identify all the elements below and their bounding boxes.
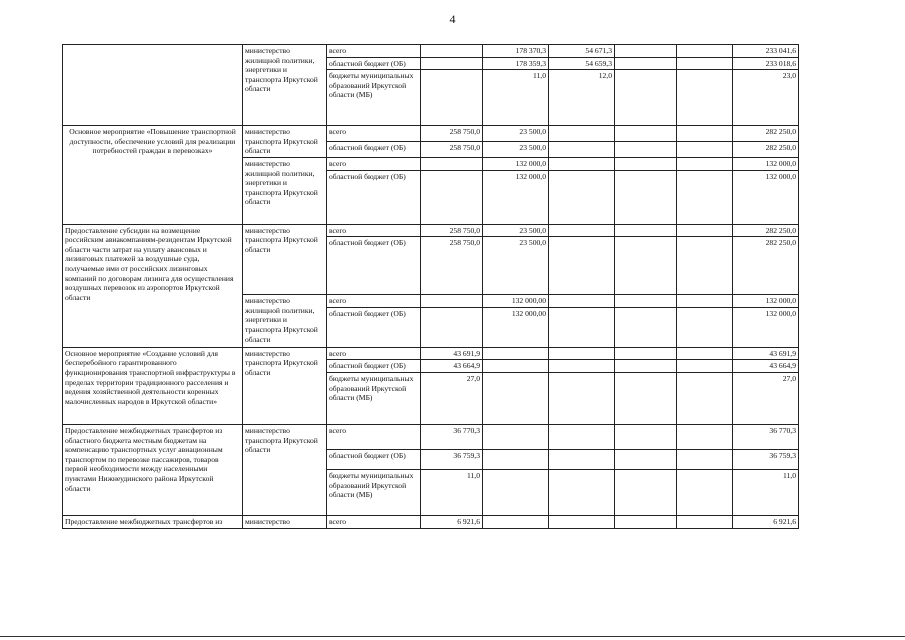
total-value-cell: 282 250,0 xyxy=(733,237,799,295)
amount-cell xyxy=(615,307,677,347)
amount-cell xyxy=(421,57,483,70)
funding-source-cell: всего xyxy=(327,157,421,170)
amount-cell xyxy=(615,469,677,515)
total-value-cell: 132 000,0 xyxy=(733,170,799,224)
funding-source-cell: всего xyxy=(327,126,421,142)
amount-cell: 36 759,3 xyxy=(421,449,483,469)
amount-cell: 132 000,0 xyxy=(483,170,549,224)
total-value-cell: 233 018,6 xyxy=(733,57,799,70)
executor-cell: министерство транспорта Иркутской области xyxy=(243,347,327,424)
activity-cell: Предоставление межбюджетных трансфертов из xyxy=(63,515,243,528)
table-row xyxy=(63,515,799,528)
amount-cell: 11,0 xyxy=(421,469,483,515)
amount-cell xyxy=(677,224,733,237)
executor-cell: министерство транспорта Иркутской области xyxy=(243,424,327,515)
amount-cell xyxy=(615,142,677,158)
amount-cell: 36 770,3 xyxy=(421,424,483,449)
amount-cell xyxy=(615,45,677,58)
total-value-cell: 11,0 xyxy=(733,469,799,515)
amount-cell xyxy=(615,515,677,528)
amount-cell xyxy=(549,424,615,449)
amount-cell xyxy=(549,347,615,360)
funding-source-cell: областной бюджет (ОБ) xyxy=(327,142,421,158)
amount-cell xyxy=(549,469,615,515)
funding-source-cell: всего xyxy=(327,45,421,58)
amount-cell xyxy=(677,45,733,58)
funding-source-cell: всего xyxy=(327,515,421,528)
amount-cell xyxy=(615,157,677,170)
amount-cell xyxy=(549,237,615,295)
amount-cell xyxy=(421,170,483,224)
amount-cell: 54 671,3 xyxy=(549,45,615,58)
total-value-cell: 132 000,0 xyxy=(733,295,799,308)
amount-cell: 178 370,3 xyxy=(483,45,549,58)
total-value-cell: 6 921,6 xyxy=(733,515,799,528)
amount-cell xyxy=(615,126,677,142)
amount-cell xyxy=(549,515,615,528)
table-row xyxy=(63,424,799,449)
amount-cell: 43 691,9 xyxy=(421,347,483,360)
amount-cell xyxy=(483,515,549,528)
activity-cell xyxy=(63,45,243,126)
amount-cell xyxy=(549,142,615,158)
amount-cell xyxy=(483,360,549,373)
amount-cell xyxy=(549,224,615,237)
amount-cell: 132 000,0 xyxy=(483,157,549,170)
funding-source-cell: областной бюджет (ОБ) xyxy=(327,360,421,373)
amount-cell: 54 659,3 xyxy=(549,57,615,70)
funding-source-cell: бюджеты муниципальных образований Иркутской области (МБ) xyxy=(327,469,421,515)
amount-cell: 178 359,3 xyxy=(483,57,549,70)
amount-cell xyxy=(677,170,733,224)
amount-cell: 258 750,0 xyxy=(421,142,483,158)
funding-source-cell: областной бюджет (ОБ) xyxy=(327,449,421,469)
total-value-cell: 43 691,9 xyxy=(733,347,799,360)
amount-cell xyxy=(615,237,677,295)
executor-cell: министерство жилищной политики, энергетики и транспорта Иркутской области xyxy=(243,295,327,348)
total-value-cell: 36 759,3 xyxy=(733,449,799,469)
funding-source-cell: областной бюджет (ОБ) xyxy=(327,57,421,70)
amount-cell xyxy=(677,449,733,469)
amount-cell xyxy=(483,424,549,449)
budget-table xyxy=(62,44,799,529)
amount-cell xyxy=(549,307,615,347)
executor-cell: министерство жилищной политики, энергетики и транспорта Иркутской области xyxy=(243,45,327,126)
funding-source-cell: бюджеты муниципальных образований Иркутской области (МБ) xyxy=(327,70,421,126)
amount-cell xyxy=(615,295,677,308)
amount-cell: 258 750,0 xyxy=(421,126,483,142)
amount-cell xyxy=(483,469,549,515)
amount-cell xyxy=(615,449,677,469)
amount-cell xyxy=(421,295,483,308)
amount-cell xyxy=(615,424,677,449)
activity-cell: Основное мероприятие «Создание условий для бесперебойного гарантированного функционирования транспортной инфраструктуры в пределах территории традиционного расселения и ведения хозяйственной деятельности коренных малочисленных народов в Иркутской области» xyxy=(63,347,243,424)
amount-cell xyxy=(677,360,733,373)
amount-cell xyxy=(677,157,733,170)
amount-cell xyxy=(549,295,615,308)
total-value-cell: 43 664,9 xyxy=(733,360,799,373)
funding-source-cell: всего xyxy=(327,347,421,360)
amount-cell xyxy=(615,70,677,126)
amount-cell xyxy=(677,424,733,449)
table-row xyxy=(63,45,799,58)
amount-cell xyxy=(615,170,677,224)
activity-cell: Предоставление межбюджетных трансфертов из областного бюджета местным бюджетам на компенсацию транспортных услуг авиационным транспортом по перевозке пассажиров, товаров первой необходимости между населенными пунктами Нижнеудинского района Иркутской области xyxy=(63,424,243,515)
executor-cell: министерство транспорта Иркутской области xyxy=(243,224,327,295)
funding-source-cell: областной бюджет (ОБ) xyxy=(327,170,421,224)
amount-cell xyxy=(615,224,677,237)
amount-cell xyxy=(615,57,677,70)
amount-cell: 23 500,0 xyxy=(483,126,549,142)
amount-cell: 23 500,0 xyxy=(483,237,549,295)
amount-cell: 132 000,00 xyxy=(483,307,549,347)
amount-cell xyxy=(677,70,733,126)
table-row xyxy=(63,347,799,360)
amount-cell xyxy=(421,157,483,170)
total-value-cell: 132 000,0 xyxy=(733,157,799,170)
amount-cell xyxy=(549,157,615,170)
page-number: 4 xyxy=(449,12,456,26)
amount-cell xyxy=(421,45,483,58)
amount-cell xyxy=(677,142,733,158)
amount-cell xyxy=(549,449,615,469)
amount-cell xyxy=(615,372,677,424)
total-value-cell: 282 250,0 xyxy=(733,126,799,142)
amount-cell xyxy=(677,372,733,424)
amount-cell xyxy=(549,372,615,424)
amount-cell xyxy=(483,372,549,424)
amount-cell xyxy=(615,347,677,360)
funding-source-cell: областной бюджет (ОБ) xyxy=(327,237,421,295)
amount-cell xyxy=(677,307,733,347)
funding-source-cell: всего xyxy=(327,224,421,237)
amount-cell xyxy=(421,70,483,126)
amount-cell xyxy=(483,449,549,469)
amount-cell: 11,0 xyxy=(483,70,549,126)
amount-cell: 12,0 xyxy=(549,70,615,126)
funding-source-cell: всего xyxy=(327,295,421,308)
amount-cell: 27,0 xyxy=(421,372,483,424)
executor-cell: министерство xyxy=(243,515,327,528)
table-row xyxy=(63,126,799,142)
amount-cell xyxy=(677,57,733,70)
total-value-cell: 27,0 xyxy=(733,372,799,424)
amount-cell: 23 500,0 xyxy=(483,224,549,237)
amount-cell: 43 664,9 xyxy=(421,360,483,373)
activity-cell: Основное мероприятие «Повышение транспортной доступности, обеспечение условий для реализации потребностей граждан в перевозках» xyxy=(63,126,243,224)
amount-cell: 258 750,0 xyxy=(421,237,483,295)
funding-source-cell: всего xyxy=(327,424,421,449)
funding-source-cell: областной бюджет (ОБ) xyxy=(327,307,421,347)
total-value-cell: 282 250,0 xyxy=(733,142,799,158)
amount-cell xyxy=(677,515,733,528)
amount-cell xyxy=(549,360,615,373)
table-row xyxy=(63,224,799,237)
amount-cell: 258 750,0 xyxy=(421,224,483,237)
amount-cell xyxy=(549,126,615,142)
amount-cell xyxy=(677,469,733,515)
amount-cell xyxy=(615,360,677,373)
total-value-cell: 282 250,0 xyxy=(733,224,799,237)
amount-cell xyxy=(677,347,733,360)
amount-cell xyxy=(677,237,733,295)
amount-cell xyxy=(421,307,483,347)
activity-cell: Предоставление субсидии на возмещение российским авиакомпаниям-резидентам Иркутской области части затрат на уплату авансовых и лизинговых платежей за воздушные суда, получаемые ими от российских лизинговых компаний по договорам лизинга для осуществления воздушных перевозок из аэропортов Иркутской области xyxy=(63,224,243,347)
executor-cell: министерство жилищной политики, энергетики и транспорта Иркутской области xyxy=(243,157,327,224)
executor-cell: министерство транспорта Иркутской области xyxy=(243,126,327,158)
funding-source-cell: бюджеты муниципальных образований Иркутской области (МБ) xyxy=(327,372,421,424)
amount-cell xyxy=(677,126,733,142)
amount-cell xyxy=(483,347,549,360)
amount-cell: 6 921,6 xyxy=(421,515,483,528)
total-value-cell: 23,0 xyxy=(733,70,799,126)
amount-cell xyxy=(549,170,615,224)
amount-cell: 23 500,0 xyxy=(483,142,549,158)
page-bottom-rule xyxy=(0,636,905,637)
amount-cell: 132 000,00 xyxy=(483,295,549,308)
amount-cell xyxy=(677,295,733,308)
total-value-cell: 36 770,3 xyxy=(733,424,799,449)
total-value-cell: 233 041,6 xyxy=(733,45,799,58)
total-value-cell: 132 000,0 xyxy=(733,307,799,347)
